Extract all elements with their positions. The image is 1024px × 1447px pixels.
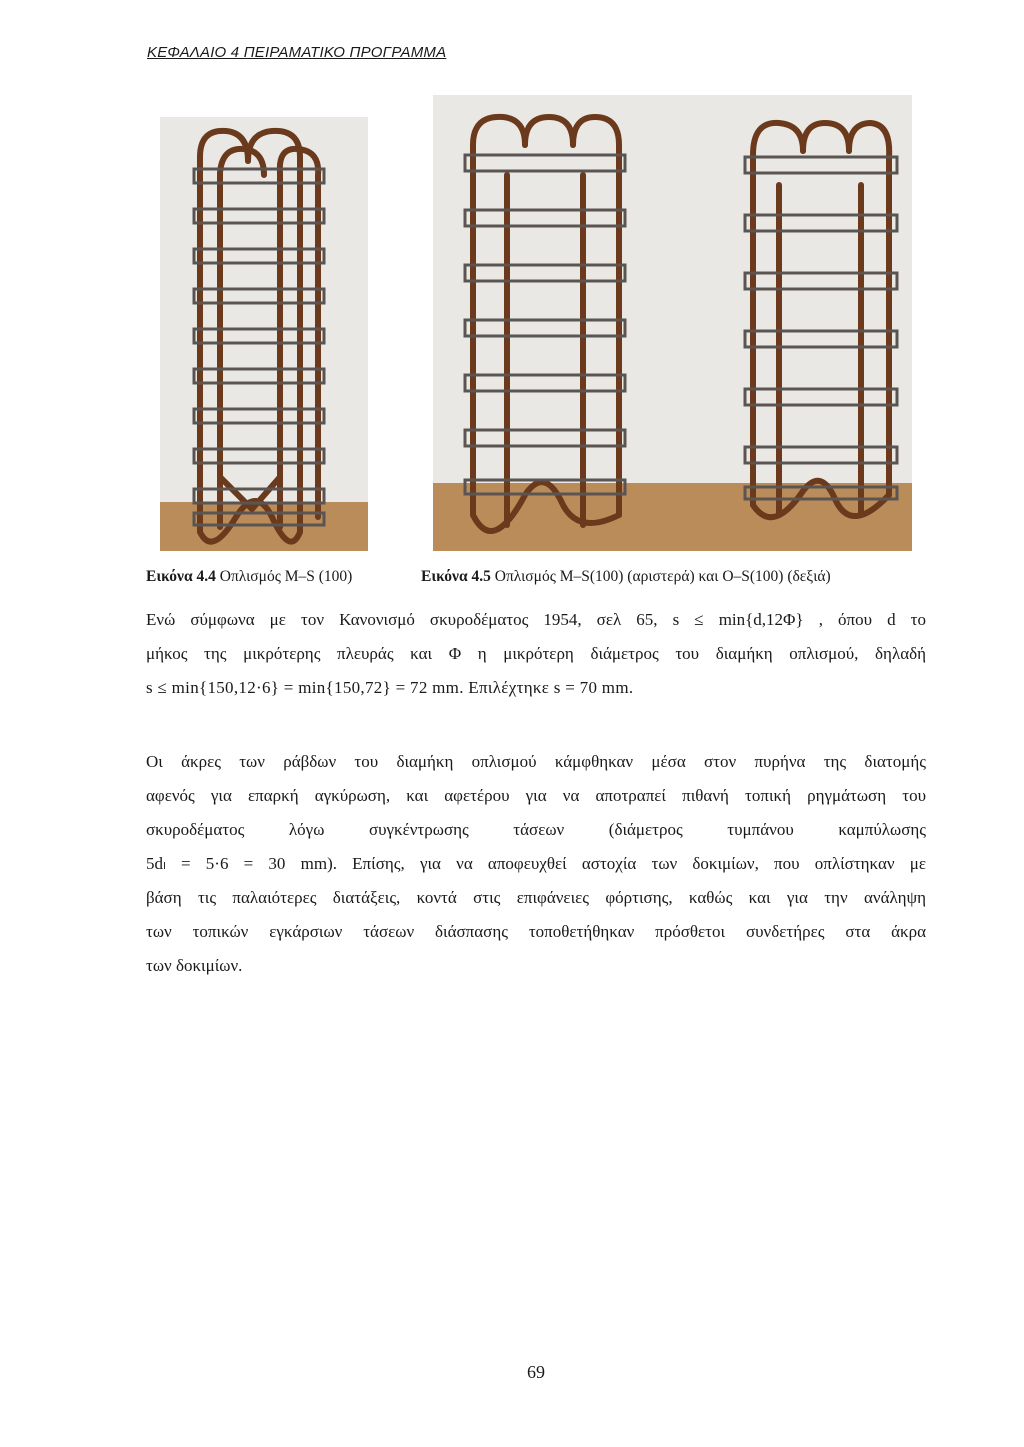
page-number: 69 — [527, 1362, 545, 1382]
rebar-cages-right — [433, 95, 912, 551]
paragraph-2-line-2: αφενός για επαρκή αγκύρωση, και αφετέρου για να αποτραπεί πιθανή τοπική ρηγμάτωση του — [146, 786, 926, 805]
figure-caption-right — [421, 568, 831, 586]
paragraph-1-line-3: s ≤ min{150,12·6} = min{150,72} = 72 mm. Επιλέχτηκε s = 70 mm. — [146, 678, 634, 697]
paragraph-2-line-7: των δοκιμίων. — [146, 956, 243, 975]
paragraph-2-line-4: 5dₗ = 5·6 = 30 mm). Επίσης, για να αποφευχθεί αστοχία των δοκιμίων, που οπλίστηκαν με — [146, 854, 926, 873]
paragraph-2-line-1: Οι άκρες των ράβδων του διαμήκη οπλισμού κάμφθηκαν μέσα στον πυρήνα της διατομής — [146, 752, 926, 771]
running-header: ΚΕΦΑΛΑΙΟ 4 ΠΕΙΡΑΜΑΤΙΚΟ ΠΡΟΓΡΑΜΜΑ — [147, 44, 447, 61]
rebar-cage-left — [160, 117, 368, 551]
paragraph-2-line-3: σκυροδέματος λόγω συγκέντρωσης τάσεων (διάμετρος τυμπάνου καμπύλωσης — [146, 820, 926, 839]
paragraph-1-line-1: Ενώ σύμφωνα με τον Κανονισμό σκυροδέματος 1954, σελ 65, s ≤ min{d,12Φ} , όπου d το — [146, 610, 926, 629]
figure-photo-right — [433, 95, 912, 551]
paragraph-2-line-6: των τοπικών εγκάρσιων τάσεων διάσπασης τοποθετήθηκαν πρόσθετοι συνδετήρες στα άκρα — [146, 922, 926, 941]
body-paragraph-2 — [146, 745, 926, 983]
figure-photo-left — [160, 117, 368, 551]
figure-text-right: Οπλισμός M–S(100) (αριστερά) και O–S(100) (δεξιά) — [490, 568, 831, 585]
body-paragraph-1 — [146, 603, 926, 705]
paragraph-1-line-2: μήκος της μικρότερης πλευράς και Φ η μικρότερη διάμετρος του διαμήκη οπλισμού, δηλαδή — [146, 644, 926, 663]
figure-label-right: Εικόνα 4.5 — [421, 568, 491, 585]
figure-label-left: Εικόνα 4.4 — [146, 568, 216, 585]
figure-text-left: Οπλισμός M–S (100) — [215, 568, 353, 585]
paragraph-2-line-5: βάση τις παλαιότερες διατάξεις, κοντά στις επιφάνειες φόρτισης, καθώς και για την ανάληψη — [146, 888, 926, 907]
figure-caption-left — [146, 568, 352, 586]
